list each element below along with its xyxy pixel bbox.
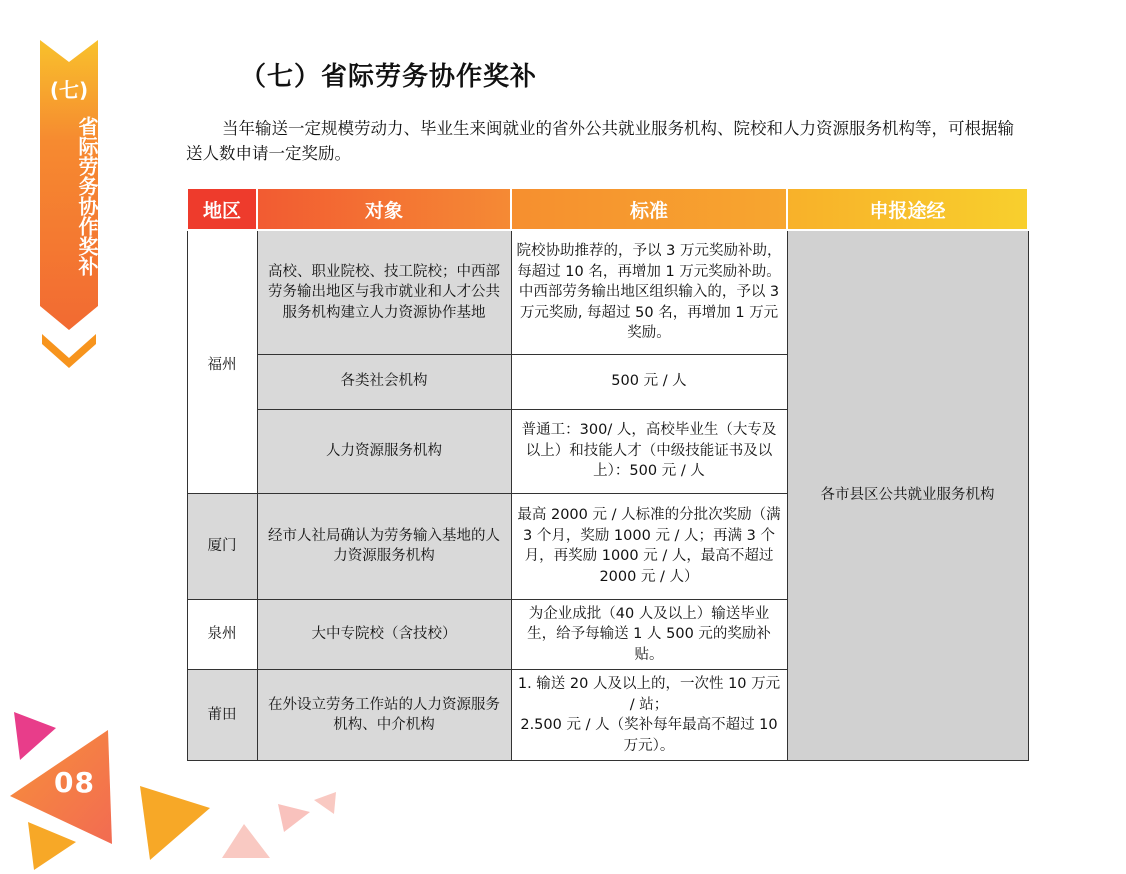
region-cell: 泉州 xyxy=(187,599,257,670)
standard-cell: 最高 2000 元 / 人标准的分批次奖励（满 3 个月，奖励 1000 元 / 人；再满 3 个月，再奖励 1000 元 / 人，最高不超过 2000 元 / 人） xyxy=(511,493,787,599)
header-target: 对象 xyxy=(257,189,511,230)
side-banner-label: 省际劳务协作奖补 xyxy=(75,116,99,276)
standard-cell: 普通工：300/ 人，高校毕业生（大专及以上）和技能人才（中级技能证书及以上）：500 元 / 人 xyxy=(511,409,787,493)
standard-line: 2.500 元 / 人（奖补每年最高不超过 10 万元）。 xyxy=(520,717,778,754)
route-cell: 各市县区公共就业服务机构 xyxy=(787,230,1028,761)
subsidy-table xyxy=(186,189,1027,761)
triangle-decoration xyxy=(222,824,270,858)
triangle-decoration xyxy=(278,804,310,832)
standard-cell xyxy=(511,670,787,761)
triangle-decoration xyxy=(14,712,56,760)
standard-cell: 为企业成批（40 人及以上）输送毕业生，给予每输送 1 人 500 元的奖励补贴。 xyxy=(511,599,787,670)
target-cell: 大中专院校（含技校） xyxy=(257,599,511,670)
region-cell: 福州 xyxy=(187,230,257,493)
standard-cell: 500 元 / 人 xyxy=(511,354,787,409)
region-cell: 莆田 xyxy=(187,670,257,761)
header-standard: 标准 xyxy=(511,189,787,230)
triangle-decoration xyxy=(140,786,210,860)
triangle-decoration xyxy=(28,822,76,870)
target-cell: 人力资源服务机构 xyxy=(257,409,511,493)
target-cell: 在外设立劳务工作站的人力资源服务机构、中介机构 xyxy=(257,670,511,761)
intro-paragraph: 当年输送一定规模劳动力、毕业生来闽就业的省外公共就业服务机构、院校和人力资源服务机构等，可根据输送人数申请一定奖励。 xyxy=(186,119,1014,163)
header-region: 地区 xyxy=(187,189,257,230)
side-banner xyxy=(40,38,98,374)
table-header-row xyxy=(187,189,1028,230)
target-cell: 各类社会机构 xyxy=(257,354,511,409)
standard-line: 1. 输送 20 人及以上的，一次性 10 万元 / 站； xyxy=(517,676,781,713)
page-title: （七）省际劳务协作奖补 xyxy=(240,62,538,92)
target-cell: 经市人社局确认为劳务输入基地的人力资源服务机构 xyxy=(257,493,511,599)
standard-cell: 院校协助推荐的，予以 3 万元奖励补助，每超过 10 名，再增加 1 万元奖励补助。中西部劳务输出地区组织输入的，予以 3 万元奖励, 每超过 50 名，再增加 1 万元奖励。 xyxy=(511,230,787,354)
target-cell: 高校、职业院校、技工院校；中西部劳务输出地区与我市就业和人才公共服务机构建立人力资源协作基地 xyxy=(257,230,511,354)
triangle-decoration xyxy=(314,792,336,814)
table-row xyxy=(187,230,1028,354)
region-cell: 厦门 xyxy=(187,493,257,599)
header-route: 申报途经 xyxy=(787,189,1028,230)
side-banner-number: (七) xyxy=(49,78,89,102)
page-number: 08 xyxy=(54,766,95,799)
